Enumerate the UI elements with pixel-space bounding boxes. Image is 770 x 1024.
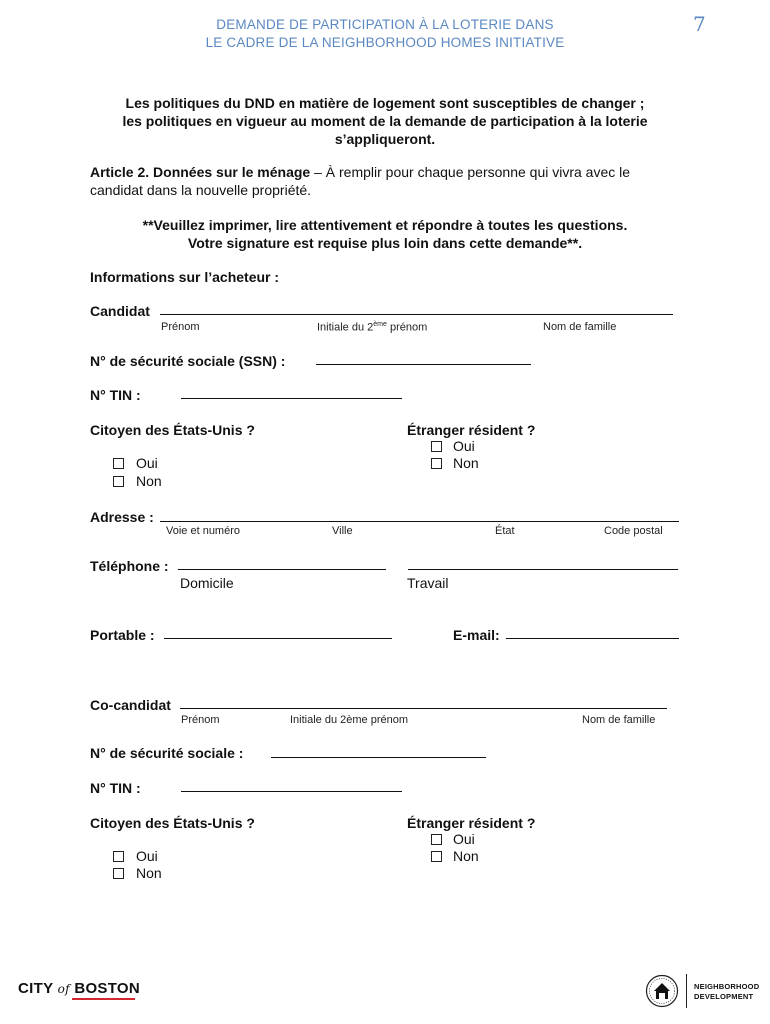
co-applicant-first-name-caption: Prénom <box>181 714 220 726</box>
applicant-citizen-no-checkbox[interactable] <box>113 476 124 487</box>
neighborhood-development-logo <box>694 982 759 1002</box>
co-applicant-tin-label: N° TIN : <box>90 780 141 796</box>
header-line-2: LE CADRE DE LA NEIGHBORHOOD HOMES INITIATIVE <box>205 35 565 50</box>
applicant-citizen-no-label: Non <box>136 473 162 489</box>
house-seal-icon <box>645 974 679 1008</box>
boston-logo-underline <box>72 998 135 1000</box>
footer-divider <box>686 974 687 1008</box>
applicant-mobile-label: Portable : <box>90 627 155 643</box>
instructions <box>60 216 710 252</box>
address-street-caption: Voie et numéro <box>166 525 240 537</box>
policy-notice-line-2: les politiques en vigueur au moment de la demande de participation à la loterie <box>122 113 648 129</box>
document-header <box>0 16 770 52</box>
applicant-work-phone-field[interactable] <box>408 569 678 570</box>
applicant-resident-yes-checkbox[interactable] <box>431 441 442 452</box>
policy-notice-line-1: Les politiques du DND en matière de logement sont susceptibles de changer ; <box>125 95 645 111</box>
article-2-paragraph <box>90 163 690 199</box>
applicant-ssn-label: N° de sécurité sociale (SSN) : <box>90 353 286 369</box>
article-2-title: Article 2. Données sur le ménage <box>90 164 311 180</box>
applicant-last-name-caption: Nom de famille <box>543 321 617 333</box>
applicant-name-field[interactable] <box>160 314 673 315</box>
co-applicant-name-field[interactable] <box>180 708 667 709</box>
co-applicant-citizen-label: Citoyen des États-Unis ? <box>90 815 255 831</box>
address-state-caption: État <box>495 525 515 537</box>
applicant-first-name-caption: Prénom <box>161 321 200 333</box>
applicant-resident-no-label: Non <box>453 455 479 471</box>
co-applicant-citizen-yes-label: Oui <box>136 848 158 864</box>
co-applicant-ssn-label: N° de sécurité sociale : <box>90 745 244 761</box>
applicant-resident-label: Étranger résident ? <box>407 422 536 438</box>
applicant-mobile-field[interactable] <box>164 638 392 639</box>
co-applicant-resident-no-label: Non <box>453 848 479 864</box>
co-applicant-resident-yes-label: Oui <box>453 831 475 847</box>
co-applicant-resident-no-checkbox[interactable] <box>431 851 442 862</box>
city-of-boston-logo: CITY of BOSTON <box>18 980 141 997</box>
applicant-address-label: Adresse : <box>90 509 154 525</box>
address-zip-caption: Code postal <box>604 525 663 537</box>
phone-work-caption: Travail <box>407 575 449 591</box>
co-applicant-last-name-caption: Nom de famille <box>582 714 656 726</box>
applicant-ssn-field[interactable] <box>316 364 531 365</box>
applicant-tin-label: N° TIN : <box>90 387 141 403</box>
dept-line-1: NEIGHBORHOOD <box>694 982 760 991</box>
applicant-address-field[interactable] <box>160 521 679 522</box>
phone-home-caption: Domicile <box>180 575 234 591</box>
article-2-text-1: – À remplir pour chaque personne qui vivra avec le <box>310 164 631 180</box>
applicant-tin-field[interactable] <box>181 398 402 399</box>
applicant-phone-label: Téléphone : <box>90 558 169 574</box>
instructions-line-1: **Veuillez imprimer, lire attentivement et répondre à toutes les questions. <box>142 217 628 233</box>
header-line-1: DEMANDE DE PARTICIPATION À LA LOTERIE DANS <box>216 17 554 32</box>
co-applicant-resident-yes-checkbox[interactable] <box>431 834 442 845</box>
co-applicant-label: Co-candidat <box>90 697 171 713</box>
applicant-home-phone-field[interactable] <box>178 569 386 570</box>
co-applicant-citizen-no-label: Non <box>136 865 162 881</box>
address-city-caption: Ville <box>332 525 353 537</box>
co-applicant-ssn-field[interactable] <box>271 757 486 758</box>
article-2-text-2: candidat dans la nouvelle propriété. <box>90 182 312 198</box>
applicant-resident-yes-label: Oui <box>453 438 475 454</box>
applicant-email-label: E-mail: <box>453 627 500 643</box>
policy-notice-line-3: s’appliqueront. <box>334 131 436 147</box>
applicant-citizen-label: Citoyen des États-Unis ? <box>90 422 255 438</box>
co-applicant-resident-label: Étranger résident ? <box>407 815 536 831</box>
co-applicant-tin-field[interactable] <box>181 791 402 792</box>
applicant-middle-initial-caption: Initiale du 2ème prénom <box>317 321 428 334</box>
page-number: 7 <box>693 12 706 36</box>
co-applicant-citizen-no-checkbox[interactable] <box>113 868 124 879</box>
dept-line-2: DEVELOPMENT <box>694 992 754 1001</box>
applicant-label: Candidat <box>90 303 150 319</box>
instructions-line-2: Votre signature est requise plus loin dans cette demande**. <box>187 235 583 251</box>
buyer-info-label: Informations sur l’acheteur : <box>90 269 280 285</box>
policy-notice <box>60 94 710 148</box>
applicant-email-field[interactable] <box>506 638 679 639</box>
co-applicant-citizen-yes-checkbox[interactable] <box>113 851 124 862</box>
co-applicant-middle-initial-caption: Initiale du 2ème prénom <box>290 714 409 726</box>
applicant-citizen-yes-checkbox[interactable] <box>113 458 124 469</box>
applicant-citizen-yes-label: Oui <box>136 455 158 471</box>
applicant-resident-no-checkbox[interactable] <box>431 458 442 469</box>
